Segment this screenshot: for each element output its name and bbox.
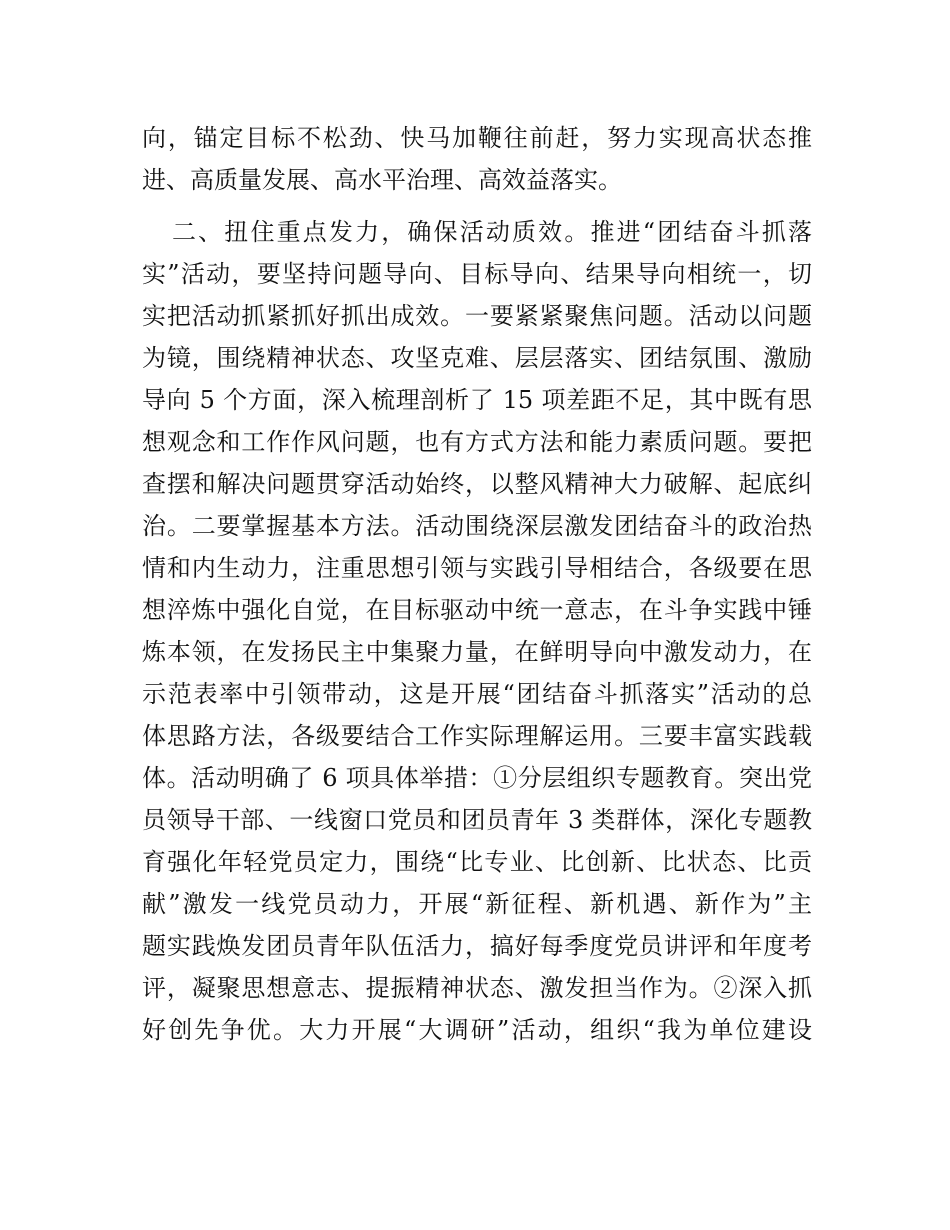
- text-line: 示范表率中引领带动，这是开展“团结奋斗抓落实”活动的总: [142, 680, 812, 708]
- text-line: 实把活动抓紧抓好抓出成效。一要紧紧聚焦问题。活动以问题: [142, 302, 812, 330]
- text-line: 情和内生动力，注重思想引领与实践引导相结合，各级要在思: [142, 554, 812, 582]
- text-line: 查摆和解决问题贯穿活动始终，以整风精神大力破解、起底纠: [142, 470, 812, 498]
- text-line: 体思路方法，各级要结合工作实际理解运用。三要丰富实践载: [142, 722, 812, 750]
- text-line: 题实践焕发团员青年队伍活力，搞好每季度党员讲评和年度考: [142, 932, 812, 960]
- text-line: 想观念和工作作风问题，也有方式方法和能力素质问题。要把: [142, 428, 812, 456]
- text-line: 育强化年轻党员定力，围绕“比专业、比创新、比状态、比贡: [142, 848, 812, 876]
- document-body: [142, 117, 812, 1051]
- paragraph-continuation: [142, 117, 812, 201]
- text-line: 治。二要掌握基本方法。活动围绕深层激发团结奋斗的政治热: [142, 512, 812, 540]
- text-line: 评，凝聚思想意志、提振精神状态、激发担当作为。②深入抓: [142, 974, 812, 1002]
- text-line: 实”活动，要坚持问题导向、目标导向、结果导向相统一，切: [142, 260, 812, 288]
- text-line: 员领导干部、一线窗口党员和团员青年 3 类群体，深化专题教: [142, 806, 812, 834]
- text-line: 为镜，围绕精神状态、攻坚克难、层层落实、团结氛围、激励: [142, 344, 812, 372]
- text-line: 进、高质量发展、高水平治理、高效益落实。: [142, 166, 622, 194]
- text-line: 献”激发一线党员动力，开展“新征程、新机遇、新作为”主: [142, 890, 812, 918]
- text-line: 向，锚定目标不松劲、快马加鞭往前赶，努力实现高状态推: [142, 124, 812, 152]
- text-line: 好创先争优。大力开展“大调研”活动，组织“我为单位建设: [142, 1016, 812, 1044]
- text-line: 体。活动明确了 6 项具体举措：①分层组织专题教育。突出党: [142, 764, 812, 792]
- text-line-indented: 二、扭住重点发力，确保活动质效。推进“团结奋斗抓落: [172, 218, 812, 246]
- text-line: 炼本领，在发扬民主中集聚力量，在鲜明导向中激发动力，在: [142, 638, 812, 666]
- paragraph-section-two: [142, 211, 812, 1051]
- text-line: 想淬炼中强化自觉，在目标驱动中统一意志，在斗争实践中锤: [142, 596, 812, 624]
- text-line: 导向 5 个方面，深入梳理剖析了 15 项差距不足，其中既有思: [142, 386, 812, 414]
- paragraph-spacing: [142, 201, 812, 211]
